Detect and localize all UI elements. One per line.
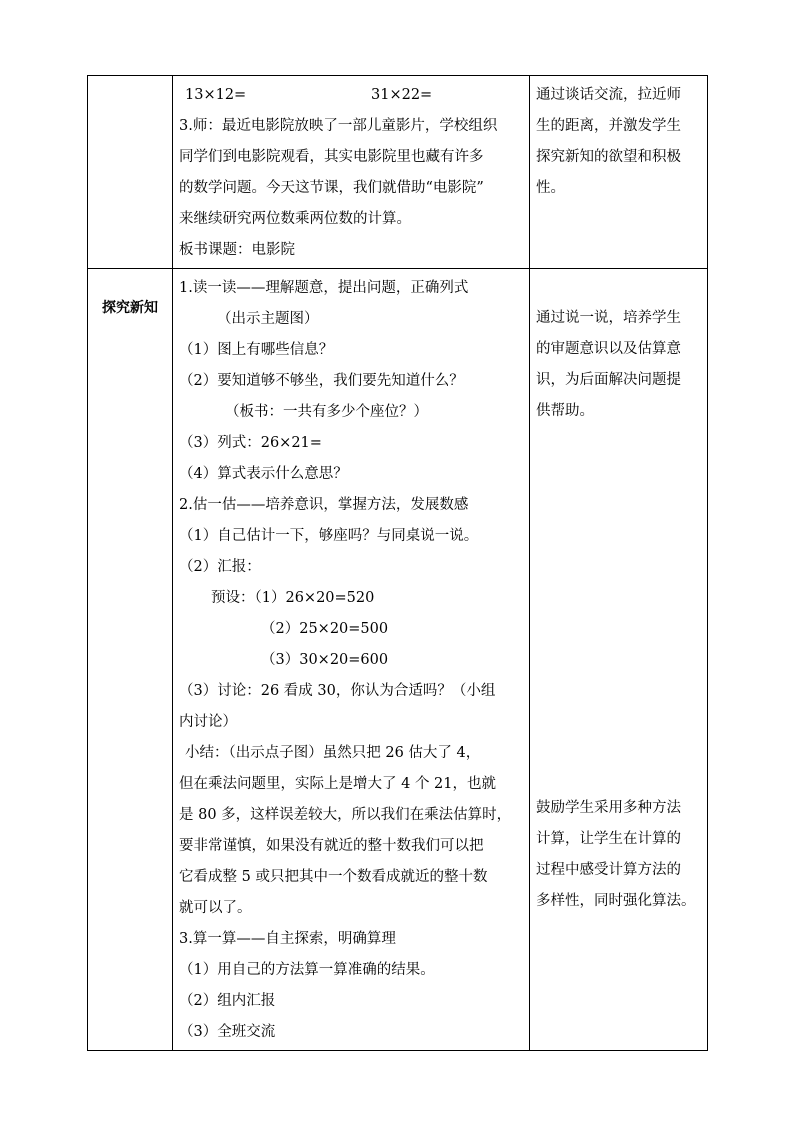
text-line: （1）用自己的方法算一算准确的结果。	[179, 962, 435, 978]
intent-cell	[530, 269, 708, 1051]
text-line: （4）算式表示什么意思？	[179, 466, 348, 482]
text-line: 3.算一算——自主探索，明确算理	[179, 931, 396, 947]
equation-left: 13×12=	[185, 87, 247, 103]
text-line: （2）汇报：	[179, 559, 261, 575]
note-line: 通过谈话交流，拉近师	[536, 87, 681, 103]
text-line: （3）列式：26×21=	[179, 435, 322, 451]
note-line: 的审题意识以及估算意	[536, 341, 681, 357]
row-label: 探究新知	[102, 300, 158, 316]
text-line: 小结：（出示点子图）虽然只把 26 估大了 4，	[185, 745, 481, 761]
text-line: （3）讨论：26 看成 30，你认为合适吗？（小组	[179, 683, 496, 699]
text-line: （3）30×20=600	[261, 652, 389, 668]
text-line: 是 80 多，这样误差较大，所以我们在乘法估算时，	[179, 807, 512, 823]
text-line: 同学们到电影院观看，其实电影院里也藏有许多	[179, 149, 484, 165]
note-line: 探究新知的欲望和积极	[536, 149, 681, 165]
note-line: 性。	[536, 180, 565, 196]
text-line: （1）自己估计一下，够座吗？与同桌说一说。	[179, 528, 479, 544]
note-line: 通过说一说，培养学生	[536, 310, 681, 326]
equation-line	[179, 80, 523, 111]
note-line: 过程中感受计算方法的	[536, 862, 681, 878]
note-line: 计算，让学生在计算的	[536, 831, 681, 847]
note-line: 生的距离，并激发学生	[536, 118, 681, 134]
text-line: （1）图上有哪些信息？	[179, 342, 334, 358]
text-line: 的数学问题。今天这节课，我们就借助“电影院”	[179, 180, 484, 196]
text-line: 3.师：最近电影院放映了一部儿童影片，学校组织	[179, 118, 498, 134]
text-line: 就可以了。	[179, 900, 252, 916]
text-line: （2）25×20=500	[261, 621, 389, 637]
note-line: 供帮助。	[536, 403, 594, 419]
note-line: 多样性，同时强化算法。	[536, 893, 696, 909]
intent-cell	[530, 76, 708, 269]
text-line: 它看成整 5 或只把其中一个数看成就近的整十数	[179, 869, 488, 885]
row-label-cell	[88, 269, 173, 1051]
text-line: 预设：（1）26×20=520	[211, 590, 375, 606]
text-line: 2.估一估——培养意识，掌握方法，发展数感	[179, 497, 469, 513]
text-line: （出示主题图）	[217, 311, 319, 327]
text-line: 1.读一读——理解题意，提出问题，正确列式	[179, 280, 469, 296]
table-row	[88, 76, 708, 269]
text-line: （板书：一共有多少个座位？）	[225, 404, 428, 420]
text-line: （3）全班交流	[179, 1024, 276, 1040]
activity-cell	[173, 269, 530, 1051]
text-line: 板书课题：电影院	[179, 242, 295, 258]
text-line: （2）要知道够不够坐，我们要先知道什么？	[179, 373, 464, 389]
text-line: 来继续研究两位数乘两位数的计算。	[179, 211, 411, 227]
lesson-plan-table	[87, 75, 708, 1051]
table-row	[88, 269, 708, 1051]
equation-right: 31×22=	[371, 87, 433, 103]
text-line: （2）组内汇报	[179, 993, 276, 1009]
note-line: 识，为后面解决问题提	[536, 372, 681, 388]
text-line: 要非常谨慎，如果没有就近的整十数我们可以把	[179, 838, 484, 854]
row-label-cell	[88, 76, 173, 269]
activity-cell	[173, 76, 530, 269]
note-line: 鼓励学生采用多种方法	[536, 800, 681, 816]
text-line: 内讨论）	[179, 714, 237, 730]
text-line: 但在乘法问题里，实际上是增大了 4 个 21，也就	[179, 776, 497, 792]
